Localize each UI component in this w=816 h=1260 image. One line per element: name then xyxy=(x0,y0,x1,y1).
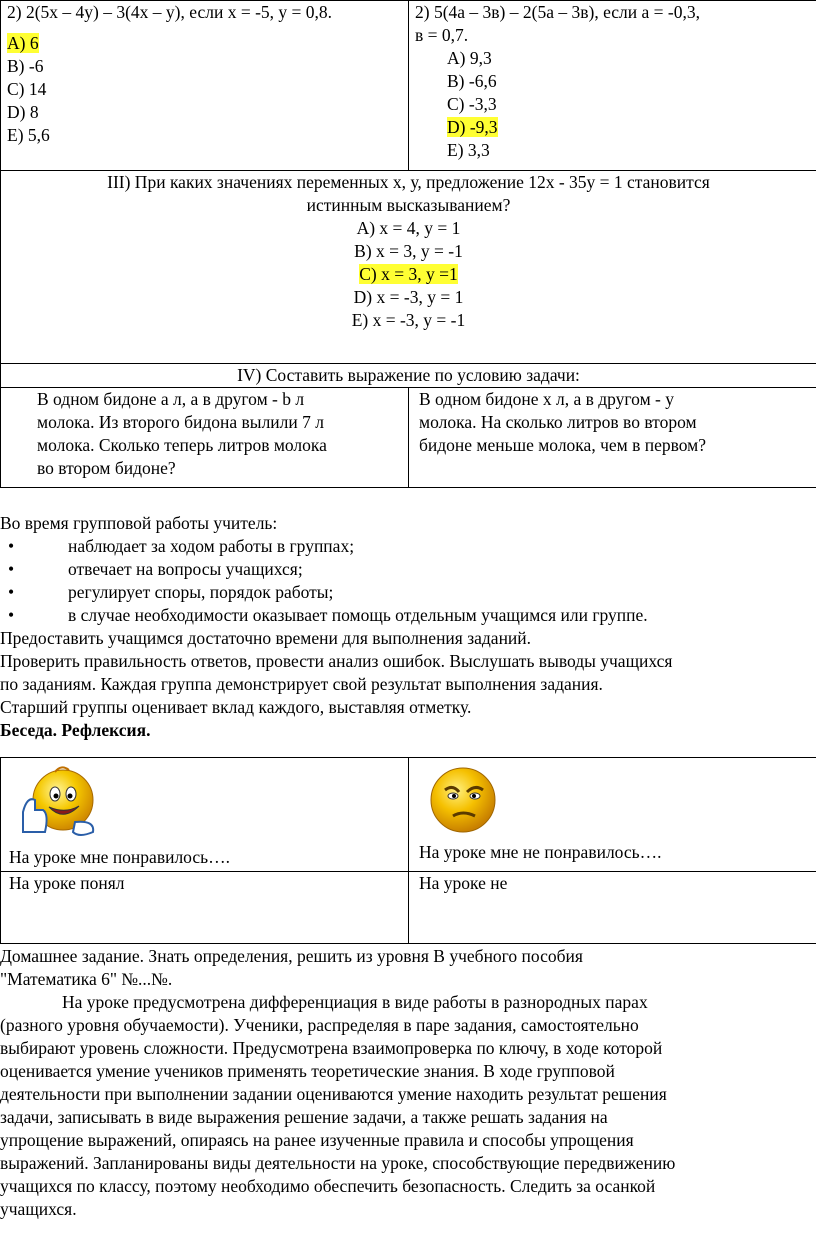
frowning-smiley-icon xyxy=(427,764,499,836)
task-row-3 xyxy=(1,364,816,388)
body-line: по заданиям. Каждая группа демонстрирует свой результат выполнения задания. xyxy=(0,674,603,694)
group-work-section xyxy=(0,512,816,742)
homework-line: Домашнее задание. Знать определения, решить из уровня В учебного пособия xyxy=(0,946,583,966)
word-problem-left xyxy=(1,388,409,488)
reflection-not-text: На уроке не xyxy=(419,873,508,893)
thumbs-up-smiley-icon xyxy=(9,762,101,844)
bullet-text: отвечает на вопросы учащихся; xyxy=(68,559,303,579)
reflection-heading: Беседа. Рефлексия. xyxy=(0,720,151,740)
problem-line: бидоне меньше молока, чем в первом? xyxy=(419,435,707,455)
problem-line: молока. Из второго бидона вылили 7 л xyxy=(37,412,324,432)
bullet-text: в случае необходимости оказывает помощь отдельным учащимся или группе. xyxy=(68,605,648,625)
reflection-cell-liked xyxy=(1,758,409,872)
bullet-icon: • xyxy=(8,582,15,602)
paragraph-line: упрощение выражений, опираясь на ранее изученные правила и способы упрощения xyxy=(0,1130,634,1150)
answer-option-correct: D) -9,3 xyxy=(447,117,498,137)
answer-option-correct: C) x = 3, y =1 xyxy=(359,264,458,284)
reflection-cell-not xyxy=(409,872,816,944)
question-text: истинным высказыванием? xyxy=(306,195,511,215)
problem-line: В одном бидоне а л, а в другом - b л xyxy=(37,389,305,409)
task-cell-right xyxy=(409,1,816,171)
problem-line: во втором бидоне? xyxy=(37,458,176,478)
task-row-4 xyxy=(1,388,816,488)
answer-option: E) 3,3 xyxy=(447,140,490,160)
problem-text: 2) 2(5x – 4y) – 3(4x – y), если x = -5, y = 0,8. xyxy=(7,2,333,22)
paragraph-line: оценивается умение учеников применять теоретические знания. В ходе групповой xyxy=(0,1061,615,1081)
paragraph-line: выражений. Запланированы виды деятельности на уроке, способствующие передвижению xyxy=(0,1153,676,1173)
problem-text: 2) 5(4a – 3в) – 2(5a – 3в), если a = -0,3, xyxy=(415,2,700,22)
answer-option: C) -3,3 xyxy=(447,94,497,114)
word-problem-right xyxy=(409,388,816,488)
bullet-item xyxy=(0,535,816,558)
task-heading: IV) Составить выражение по условию задачи: xyxy=(1,364,816,388)
reflection-cell-understood xyxy=(1,872,409,944)
reflection-cell-disliked xyxy=(409,758,816,872)
paragraph-line: На уроке предусмотрена дифференциация в виде работы в разнородных парах xyxy=(62,992,648,1012)
bullet-item xyxy=(0,604,816,627)
body-line: Предоставить учащимся достаточно времени для выполнения заданий. xyxy=(0,628,532,648)
problem-text: в = 0,7. xyxy=(415,25,469,45)
answer-option-correct: A) 6 xyxy=(7,33,39,53)
paragraph-line: деятельности при выполнении задании оцениваются умение находить результат решения xyxy=(0,1084,667,1104)
bullet-text: регулирует споры, порядок работы; xyxy=(68,582,334,602)
answer-option: D) x = -3, y = 1 xyxy=(353,287,464,307)
answer-option: E) x = -3, y = -1 xyxy=(351,310,466,330)
bullet-item xyxy=(0,558,816,581)
answer-option: E) 5,6 xyxy=(7,125,50,145)
task-cell-left xyxy=(1,1,409,171)
bullet-text: наблюдает за ходом работы в группах; xyxy=(68,536,355,556)
task-row-1 xyxy=(1,1,816,171)
problem-line: В одном бидоне х л, а в другом - у xyxy=(419,389,674,409)
reflection-table xyxy=(0,757,816,944)
reflection-understood-text: На уроке понял xyxy=(9,873,125,893)
bullet-item xyxy=(0,581,816,604)
answer-option: C) 14 xyxy=(7,79,47,99)
homework-section xyxy=(0,945,816,1221)
answer-option: D) 8 xyxy=(7,102,39,122)
answer-option: A) 9,3 xyxy=(447,48,492,68)
paragraph-line: учащихся по классу, поэтому необходимо обеспечить безопасность. Следить за осанкой xyxy=(0,1176,656,1196)
paragraph-line: (разного уровня обучаемости). Ученики, распределяя в паре задания, самостоятельно xyxy=(0,1015,639,1035)
paragraph-line: задачи, записывать в виде выражения решение задачи, а также решать задания на xyxy=(0,1107,608,1127)
answer-option: B) -6,6 xyxy=(447,71,497,91)
reflection-liked-text: На уроке мне понравилось…. xyxy=(9,847,230,867)
homework-line: "Математика 6" №...№. xyxy=(0,969,173,989)
task-cell-question xyxy=(1,171,816,364)
problem-line: молока. Сколько теперь литров молока xyxy=(37,435,327,455)
problem-line: молока. На сколько литров во втором xyxy=(419,412,697,432)
bullet-icon: • xyxy=(8,536,15,556)
body-line: Проверить правильность ответов, провести анализ ошибок. Выслушать выводы учащихся xyxy=(0,651,673,671)
question-text: III) При каких значениях переменных х, у, предложение 12х - 35у = 1 становится xyxy=(107,172,710,192)
reflection-disliked-text: На уроке мне не понравилось…. xyxy=(419,842,662,862)
task-table xyxy=(0,0,816,488)
answer-option: A) x = 4, y = 1 xyxy=(356,218,461,238)
group-work-intro: Во время групповой работы учитель: xyxy=(0,513,278,533)
answer-option: B) -6 xyxy=(7,56,44,76)
reflection-row-2 xyxy=(1,872,816,944)
task-row-2 xyxy=(1,171,816,364)
answer-option: B) x = 3, y = -1 xyxy=(354,241,463,261)
paragraph-line: выбирают уровень сложности. Предусмотрена взаимопроверка по ключу, в ходе которой xyxy=(0,1038,663,1058)
bullet-icon: • xyxy=(8,559,15,579)
paragraph-line: учащихся. xyxy=(0,1199,77,1219)
reflection-row-1 xyxy=(1,758,816,872)
body-line: Старший группы оценивает вклад каждого, выставляя отметку. xyxy=(0,697,472,717)
bullet-icon: • xyxy=(8,605,15,625)
